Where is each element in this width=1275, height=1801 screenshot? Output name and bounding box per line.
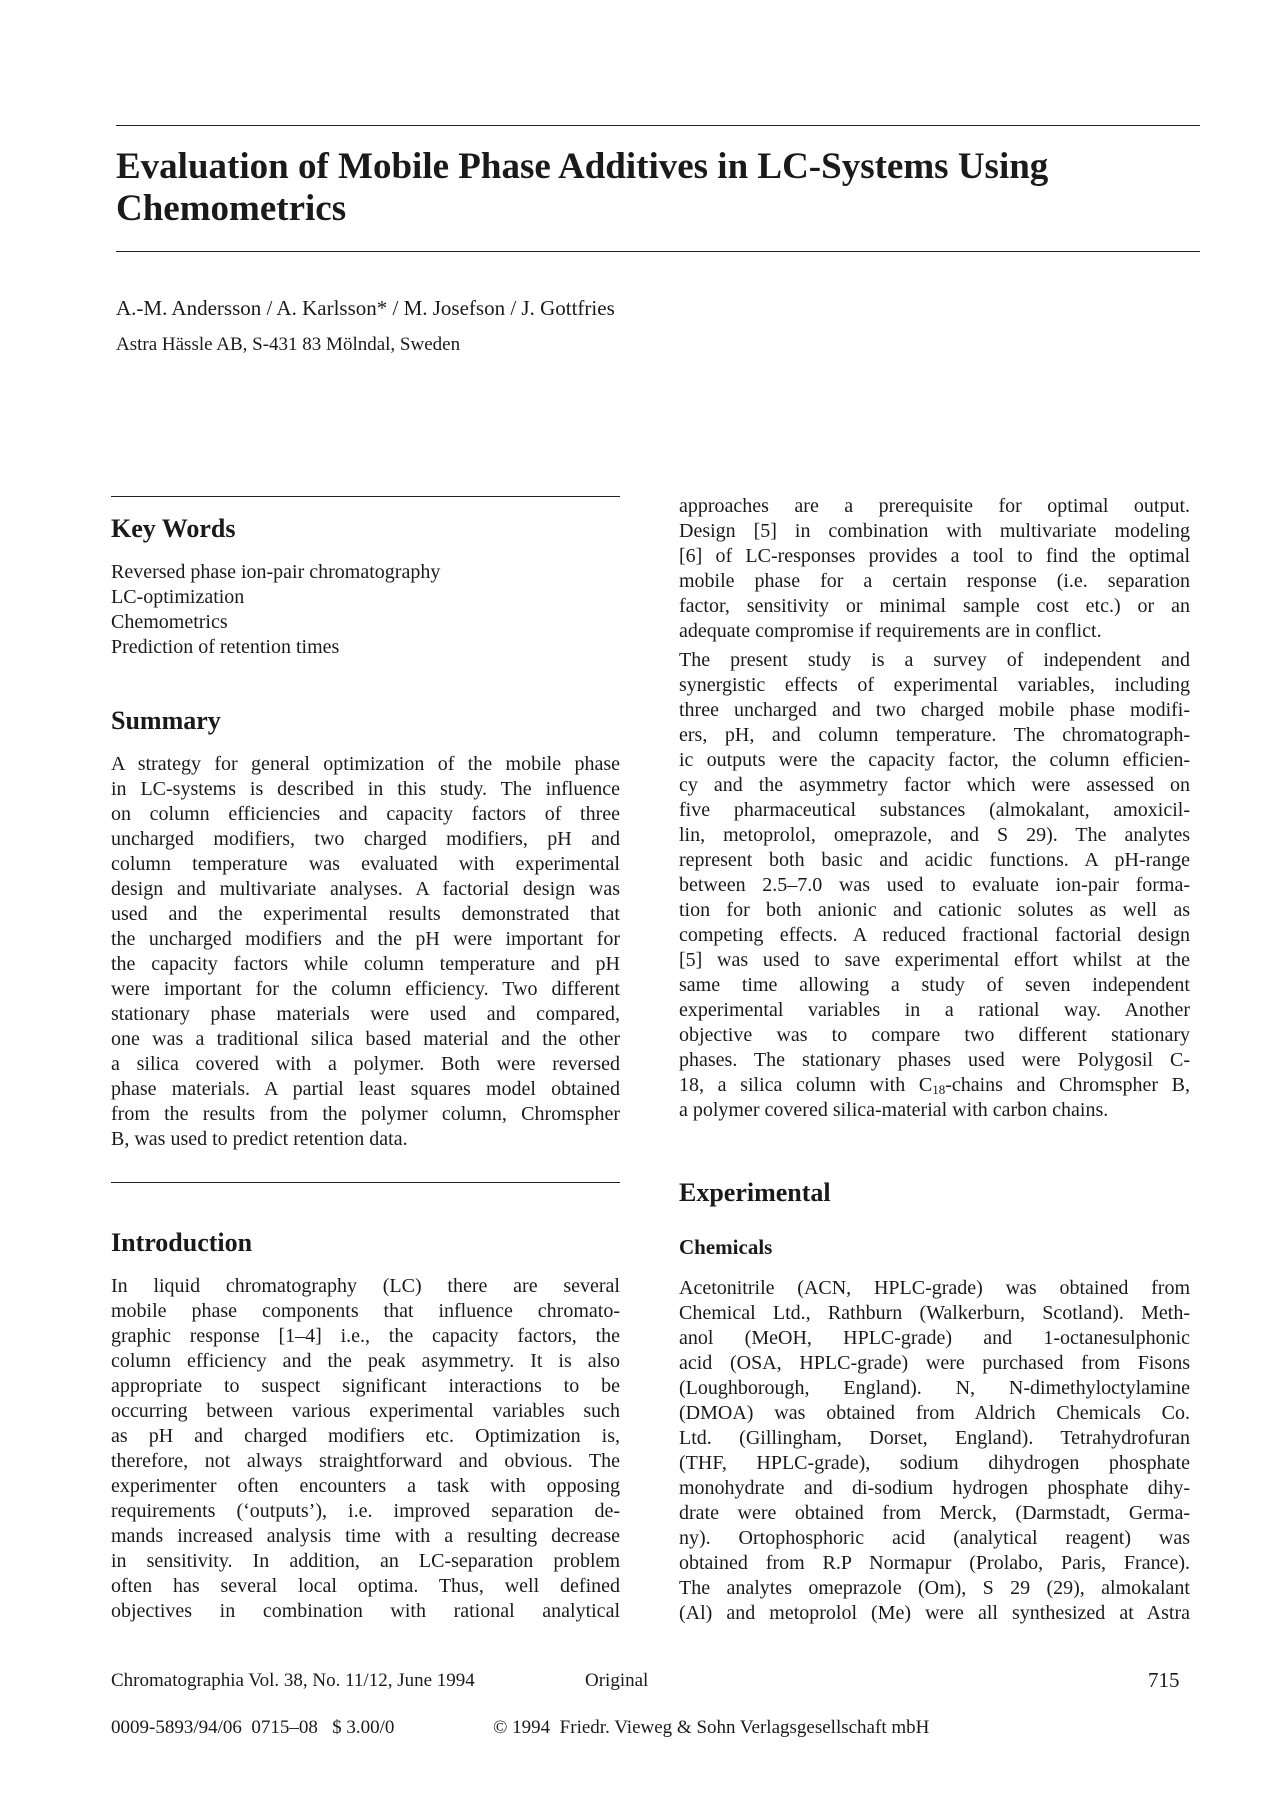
paragraph [679,494,1190,644]
text-line: the uncharged modifiers and the pH were important for [111,928,620,950]
introduction-heading: Introduction [111,1228,253,1257]
text-line: were important for the column efficiency. Two different [111,978,620,1000]
text-line: mands increased analysis time with a resulting decrease [111,1525,620,1547]
title-top-rule [116,125,1200,126]
text-line: Chemical Ltd., Rathburn (Walkerburn, Scotland). Meth- [679,1302,1190,1324]
text-line: appropriate to suspect significant interactions to be [111,1375,620,1397]
keyword-item: LC-optimization [111,586,245,608]
text-line: experimenter often encounters a task with opposing [111,1475,620,1497]
text-line: cy and the asymmetry factor which were assessed on [679,774,1190,796]
text-line: monohydrate and di-sodium hydrogen phosphate dihy- [679,1477,1190,1499]
text-line: approaches are a prerequisite for optimal output. [679,495,1190,517]
text-line: Design [5] in combination with multivariate modeling [679,520,1190,542]
keyword-item: Prediction of retention times [111,636,340,658]
text-line: factor, sensitivity or minimal sample cost etc.) or an [679,595,1190,617]
text-line: A strategy for general optimization of the mobile phase [111,753,620,775]
text-line: uncharged modifiers, two charged modifiers, pH and [111,828,620,850]
text-line: (DMOA) was obtained from Aldrich Chemicals Co. [679,1402,1190,1424]
title-bottom-rule [116,251,1200,252]
keyword-item: Chemometrics [111,611,228,633]
text-line: objective was to compare two different stationary [679,1024,1190,1046]
text-line: [5] was used to save experimental effort whilst at the [679,949,1190,971]
text-line: one was a traditional silica based material and the other [111,1028,620,1050]
text-line: mobile phase components that influence chromato- [111,1300,620,1322]
text-line: from the results from the polymer column, Chromspher [111,1103,620,1125]
summary-heading: Summary [111,706,221,735]
text-line: graphic response [1–4] i.e., the capacity factors, the [111,1325,620,1347]
text-line: obtained from R.P Normapur (Prolabo, Paris, France). [679,1552,1190,1574]
text-line: In liquid chromatography (LC) there are several [111,1275,620,1297]
text-line: three uncharged and two charged mobile phase modifi- [679,699,1190,721]
text-line: a silica covered with a polymer. Both were reversed [111,1053,620,1075]
text-line: (Al) and metoprolol (Me) were all synthesized at Astra [679,1602,1190,1624]
chemicals-subheading: Chemicals [679,1235,773,1259]
summary-text [111,752,620,1152]
text-line: column temperature was evaluated with experimental [111,853,620,875]
text-line: adequate compromise if requirements are in conflict. [679,620,1102,642]
copyright-notice: © 1994 Friedr. Vieweg & Sohn Verlagsgesellschaft mbH [493,1717,930,1738]
paragraph [111,752,620,1152]
text-line: B, was used to predict retention data. [111,1128,408,1150]
text-line: five pharmaceutical substances (almokalant, amoxicil- [679,799,1190,821]
keywords-heading: Key Words [111,514,236,543]
experimental-heading: Experimental [679,1178,831,1207]
chemicals-text [679,1276,1190,1626]
text-line: drate were obtained from Merck, (Darmstadt, Germa- [679,1502,1190,1524]
text-line: the capacity factors while column temperature and pH [111,953,620,975]
paragraph [679,648,1190,1123]
text-line: mobile phase for a certain response (i.e. separation [679,570,1190,592]
text-line: (Loughborough, England). N, N-dimethyloctylamine [679,1377,1190,1399]
introduction-text [111,1274,620,1624]
text-line: on column efficiencies and capacity factors of three [111,803,620,825]
text-line: ny). Ortophosphoric acid (analytical reagent) was [679,1527,1190,1549]
text-line: ers, pH, and column temperature. The chromatograph- [679,724,1190,746]
text-line: as pH and charged modifiers etc. Optimization is, [111,1425,620,1447]
authors: A.-M. Andersson / A. Karlsson* / M. Josefson / J. Gottfries [116,296,615,320]
text-line: Ltd. (Gillingham, Dorset, England). Tetrahydrofuran [679,1427,1190,1449]
paper-title: Evaluation of Mobile Phase Additives in LC-Systems Using Chemometrics [116,146,1049,229]
text-line: [6] of LC-responses provides a tool to find the optimal [679,545,1190,567]
summary-rule [111,1182,620,1183]
text-line: often has several local optima. Thus, well defined [111,1575,620,1597]
article-type: Original [585,1670,649,1691]
text-line: in sensitivity. In addition, an LC-separation problem [111,1550,620,1572]
text-line: (THF, HPLC-grade), sodium dihydrogen phosphate [679,1452,1190,1474]
introduction-continued-text [679,494,1190,1123]
text-line: Acetonitrile (ACN, HPLC-grade) was obtained from [679,1277,1190,1299]
text-line: design and multivariate analyses. A factorial design was [111,878,620,900]
text-line: ic outputs were the capacity factor, the column efficien- [679,749,1190,771]
text-line: competing effects. A reduced fractional factorial design [679,924,1190,946]
text-line: stationary phase materials were used and compared, [111,1003,620,1025]
text-line: lin, metoprolol, omeprazole, and S 29). The analytes [679,824,1190,846]
text-line: synergistic effects of experimental variables, including [679,674,1190,696]
affiliation: Astra Hässle AB, S-431 83 Mölndal, Sweden [116,334,461,355]
text-line: used and the experimental results demonstrated that [111,903,620,925]
text-line: The analytes omeprazole (Om), S 29 (29), almokalant [679,1577,1190,1599]
text-line: in LC-systems is described in this study. The influence [111,778,620,800]
text-line: The present study is a survey of independent and [679,649,1190,671]
text-line: anol (MeOH, HPLC-grade) and 1-octanesulphonic [679,1327,1190,1349]
text-line: objectives in combination with rational analytical [111,1600,620,1622]
text-line: therefore, not always straightforward and obvious. The [111,1450,620,1472]
text-line: phase materials. A partial least squares model obtained [111,1078,620,1100]
text-line: represent both basic and acidic functions. A pH-range [679,849,1190,871]
journal-citation: Chromatographia Vol. 38, No. 11/12, June 1994 [111,1670,475,1691]
text-line: requirements (‘outputs’), i.e. improved separation de- [111,1500,620,1522]
text-line: experimental variables in a rational way. Another [679,999,1190,1021]
text-line: acid (OSA, HPLC-grade) were purchased from Fisons [679,1352,1190,1374]
text-line: a polymer covered silica-material with carbon chains. [679,1099,1109,1121]
paragraph [679,1276,1190,1626]
text-line: column efficiency and the peak asymmetry. It is also [111,1350,620,1372]
text-line: 18, a silica column with $C_{18}$-chains and Chromspher B, [679,1074,1190,1097]
page-number: 715 [1148,1668,1180,1692]
issn-code: 0009-5893/94/06 0715–08 $ 3.00/0 [111,1717,395,1738]
keywords-list [111,560,620,660]
text-line: phases. The stationary phases used were Polygosil C- [679,1049,1190,1071]
text-line: between 2.5–7.0 was used to evaluate ion-pair forma- [679,874,1190,896]
text-line: occurring between various experimental variables such [111,1400,620,1422]
keywords-rule [111,496,620,497]
text-line: tion for both anionic and cationic solutes as well as [679,899,1190,921]
text-line: same time allowing a study of seven independent [679,974,1190,996]
paragraph [111,1274,620,1624]
keyword-item: Reversed phase ion-pair chromatography [111,561,441,583]
